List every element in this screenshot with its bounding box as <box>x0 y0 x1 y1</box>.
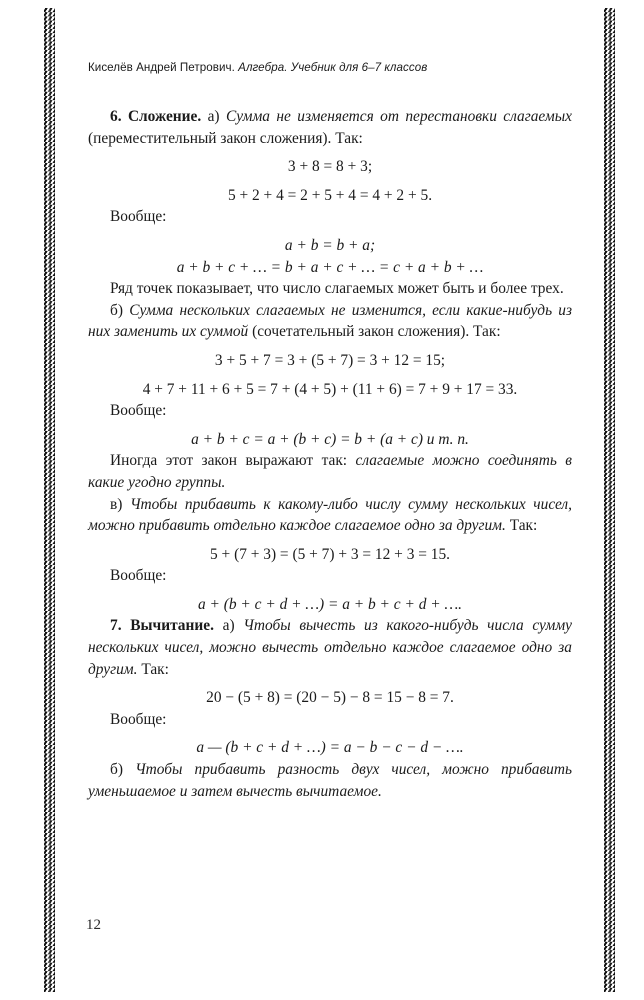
equation-3 <box>88 235 572 257</box>
equation-8 <box>88 544 572 566</box>
label-voobshche-2 <box>88 400 572 422</box>
page-number <box>86 915 101 935</box>
label-voobshche-4-text: Вообще: <box>110 710 167 728</box>
decorative-rope-border-left <box>44 8 55 992</box>
section-7-number: 7. <box>110 617 122 635</box>
paragraph-v-rest: Так: <box>505 517 538 535</box>
label-voobshche-3-text: Вообще: <box>110 567 167 585</box>
section-7-intro-rest: Так: <box>137 660 169 678</box>
paragraph-row-of-dots <box>88 278 572 300</box>
equation-6 <box>88 379 572 401</box>
paragraph-b-rest: (сочетательный закон сложения). Так: <box>248 323 501 341</box>
section-6-number: 6. <box>110 108 122 125</box>
section-6-marker-a: а) <box>207 108 220 125</box>
label-voobshche-4 <box>88 709 572 731</box>
equation-4 <box>88 257 572 279</box>
equation-2-text: 5 + 2 + 4 = 2 + 5 + 4 = 4 + 2 + 5. <box>227 186 433 204</box>
label-voobshche-1 <box>88 206 572 228</box>
paragraph-v-distributive <box>88 494 572 537</box>
paragraph-b2-marker: б) <box>110 761 123 779</box>
page-number-text: 12 <box>86 917 101 933</box>
section-6-heading-paragraph <box>88 106 572 149</box>
paragraph-sometimes-italic: слагаемые можно соединять в какие угодно группы. <box>88 452 572 491</box>
equation-4-text: a + b + c + … = b + a + c + … = c + a + b + … <box>176 258 484 276</box>
equation-10 <box>88 687 572 709</box>
label-voobshche-2-text: Вообще: <box>110 402 167 420</box>
equation-2 <box>88 185 572 207</box>
equation-10-text: 20 − (5 + 8) = (20 − 5) − 8 = 15 − 8 = 7. <box>206 689 454 707</box>
equation-7 <box>88 429 572 451</box>
label-voobshche-3 <box>88 565 572 587</box>
equation-6-text: 4 + 7 + 11 + 6 + 5 = 7 + (4 + 5) + (11 + 6) = 7 + 9 + 17 = 33. <box>142 380 518 398</box>
section-7-heading-paragraph <box>88 615 572 680</box>
equation-11-text: a — (b + c + d + …) = a − b − c − d − …. <box>196 739 464 757</box>
section-7-title: Вычитание. <box>130 617 214 635</box>
paragraph-row-of-dots-text: Ряд точек показывает, что число слагаемых может быть и более трех. <box>110 280 564 298</box>
running-head <box>88 60 574 76</box>
section-7-intro-italic: Чтобы вычесть из какого-нибудь числа сумму нескольких чисел, можно вычесть отдельно каждое слагаемое одно за другим. <box>88 617 572 678</box>
equation-1 <box>88 156 572 178</box>
equation-9-text: a + (b + c + d + …) = a + b + c + d + …. <box>197 595 463 613</box>
equation-7-text: a + b + c = a + (b + c) = b + (a + c) и т. п. <box>191 430 469 448</box>
section-6-intro-rest: (переместительный закон сложения). Так: <box>88 129 363 147</box>
decorative-rope-border-right <box>604 8 615 992</box>
paragraph-v-italic: Чтобы прибавить к какому-либо числу сумму нескольких чисел, можно прибавить отдельно каждое слагаемое одно за другим. <box>88 495 572 535</box>
paragraph-sometimes-plain: Иногда этот закон выражают так: <box>110 452 356 470</box>
paragraph-b2-italic: Чтобы прибавить разность двух чисел, можно прибавить уменьшаемое и затем вычесть вычитаемое. <box>88 761 573 800</box>
paragraph-b-italic: Сумма нескольких слагаемых не изменится, если какие-нибудь из них заменить их суммой <box>88 301 572 341</box>
equation-9 <box>88 594 572 616</box>
section-7-marker-a: а) <box>222 617 235 635</box>
running-head-author: Киселёв Андрей Петрович. <box>88 61 239 74</box>
paragraph-b-marker: б) <box>110 301 123 319</box>
section-6-title: Сложение. <box>127 108 202 125</box>
equation-3-text: a + b = b + a; <box>284 236 376 254</box>
equation-1-text: 3 + 8 = 8 + 3; <box>287 158 373 176</box>
text-column <box>88 106 572 802</box>
running-head-title: Алгебра. Учебник для 6–7 классов <box>238 61 428 74</box>
paragraph-sometimes <box>88 450 572 493</box>
equation-5-text: 3 + 5 + 7 = 3 + (5 + 7) = 3 + 12 = 15; <box>214 351 446 369</box>
paragraph-b-associative <box>88 300 572 343</box>
equation-11 <box>88 737 572 759</box>
paragraph-v-marker: в) <box>110 495 123 513</box>
section-6-intro-italic: Сумма не изменяется от перестановки слагаемых <box>225 108 572 125</box>
equation-8-text: 5 + (7 + 3) = (5 + 7) + 3 = 12 + 3 = 15. <box>210 545 450 563</box>
label-voobshche-1-text: Вообще: <box>110 208 167 226</box>
equation-5 <box>88 350 572 372</box>
paragraph-b2-difference <box>88 759 572 802</box>
